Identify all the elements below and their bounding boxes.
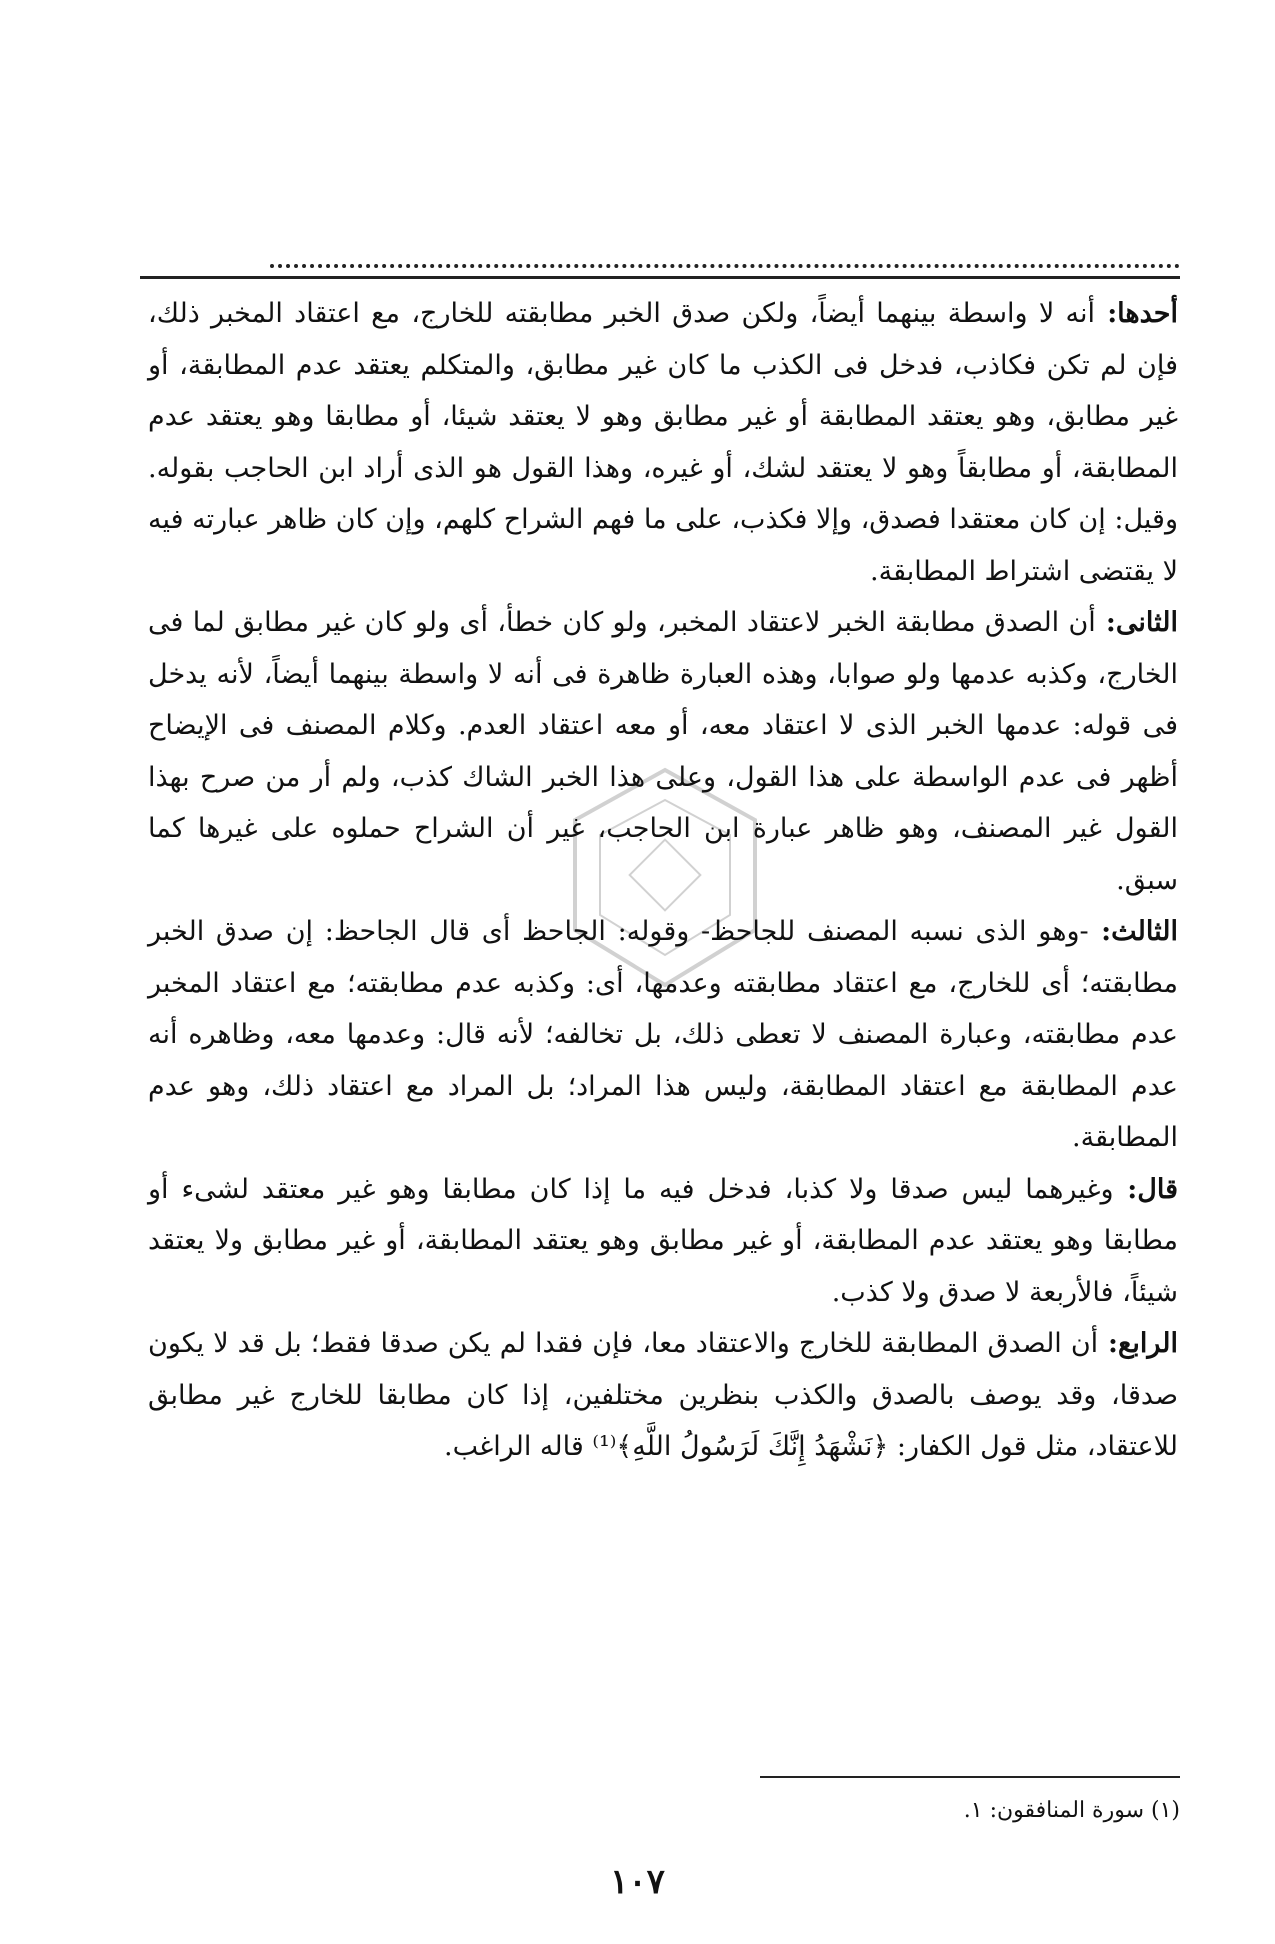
paragraph-text: أن الصدق مطابقة الخبر لاعتقاد المخبر، ولو كان خطأ، أى ولو كان غير مطابق لما فى الخارج، وكذبه عدمها ولو صوابا، وهذه العبارة ظاهرة فى أنه لا واسطة بينهما أيضاً، لأنه يدخل فى قوله: عدمها الخبر الذى لا اعتقاد معه، أو معه اعتقاد العدم. وكلام المصنف فى الإيضاح أظهر فى عدم الواسطة على هذا القول، وعلى هذا الخبر الشاك كذب، ولم أر من صرح بهذا القول غير المصنف، وهو ظاهر عبارة ابن الحاجب، غير أن الشراح حملوه على غيرها كما سبق. — [148, 607, 1178, 896]
footnote-divider — [760, 1776, 1180, 1778]
paragraph-heading: قال: — [1113, 1173, 1179, 1205]
paragraph-text: وغيرهما ليس صدقا ولا كذبا، فدخل فيه ما إذا كان مطابقا وهو غير معتقد لشىء أو مطابقا وهو يعتقد عدم المطابقة، أو غير مطابق وهو يعتقد المطابقة، أو غير مطابق ولا يعتقد شيئاً، فالأربعة لا صدق ولا كذب. — [148, 1173, 1178, 1308]
paragraph-first — [148, 288, 1178, 597]
paragraph-text: أن الصدق المطابقة للخارج والاعتقاد معا، فإن فقدا لم يكن صدقا فقط؛ بل قد لا يكون صدقا، وقد يوصف بالصدق والكذب بنظرين مختلفين، إذا كان مطابقا للخارج غير مطابق للاعتقاد، مثل قول الكفار: ﴿نَشْهَدُ إِنَّكَ لَرَسُولُ اللَّهِ﴾⁽¹⁾ قاله الراغب. — [148, 1328, 1178, 1462]
paragraph-qal — [148, 1164, 1178, 1319]
paragraph-heading: الرابع: — [1098, 1328, 1178, 1359]
paragraph-text: -وهو الذى نسبه المصنف للجاحظ- وقوله: الجاحظ أى قال الجاحظ: إن صدق الخبر مطابقته؛ أى للخارج، مع اعتقاد مطابقته وعدمها، أى: وكذبه عدم مطابقته؛ مع اعتقاد المخبر عدم مطابقته، وعبارة المصنف لا تعطى ذلك، بل تخالفه؛ لأنه قال: وعدمها معه، وظاهره أنه عدم المطابقة مع اعتقاد المطابقة، وليس هذا المراد؛ بل المراد مع اعتقاد ذلك، وهو عدم المطابقة. — [148, 916, 1178, 1153]
paragraph-third — [148, 906, 1178, 1164]
paragraph-heading: أحدها: — [1095, 298, 1179, 329]
solid-divider — [140, 276, 1180, 279]
main-text — [148, 288, 1178, 1473]
footnote: (١) سورة المنافقون: ١. — [963, 1798, 1180, 1823]
paragraph-fourth — [148, 1318, 1178, 1473]
page-number: ١٠٧ — [610, 1862, 665, 1902]
dotted-divider — [270, 264, 1180, 268]
paragraph-second — [148, 597, 1178, 906]
header-rule — [140, 264, 1180, 279]
paragraph-heading: الثالث: — [1088, 916, 1178, 947]
paragraph-heading: الثانى: — [1095, 607, 1178, 638]
paragraph-text: أنه لا واسطة بينهما أيضاً، ولكن صدق الخبر مطابقته للخارج، مع اعتقاد المخبر ذلك، فإن لم تكن فكاذب، فدخل فى الكذب ما كان غير مطابق، والمتكلم يعتقد عدم المطابقة، أو غير مطابق، وهو يعتقد المطابقة أو غير مطابق وهو لا يعتقد شيئا، أو مطابقا وهو يعتقد عدم المطابقة، أو مطابقاً وهو لا يعتقد لشك، أو غيره، وهذا القول هو الذى أراد ابن الحاجب بقوله. وقيل: إن كان معتقدا فصدق، وإلا فكذب، على ما فهم الشراح كلهم، وإن كان ظاهر عبارته فيه لا يقتضى اشتراط المطابقة. — [148, 298, 1178, 587]
